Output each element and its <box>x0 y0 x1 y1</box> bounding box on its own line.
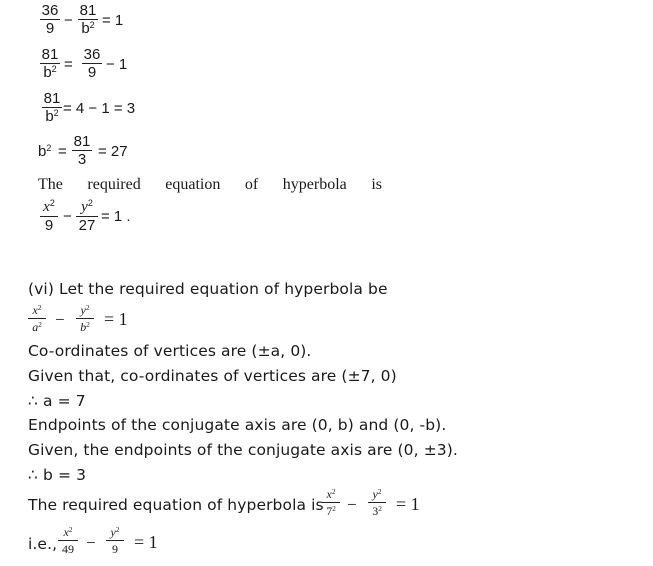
fraction-x-squared-over-9: $x^2$ 9 <box>40 199 58 233</box>
minus-sign: − <box>63 208 72 225</box>
fraction-y-squared-over-3-squared: $y^2$ $3^2$ <box>368 488 386 517</box>
required-equation-line: The required equation of hyperbola is <box>28 496 324 514</box>
equals-four-minus-one: = 4 − 1 = 3 <box>63 100 136 117</box>
b-value-line: ∴ b = 3 <box>28 466 87 484</box>
ie-label: i.e., <box>28 535 58 553</box>
equals-one: = 1 <box>102 12 124 29</box>
equals-27: = 27 <box>98 143 128 160</box>
equals-sign: = <box>58 143 67 160</box>
intro-line: (vi) Let the required equation of hyperbola be <box>28 280 388 298</box>
minus-sign: − <box>55 310 65 329</box>
fraction-81-over-3: 81 3 <box>73 133 91 168</box>
fraction-36-over-9: 36 9 <box>83 46 101 81</box>
minus-one: − 1 <box>106 56 128 73</box>
fraction-y-squared-over-9: $y^2$ 9 <box>106 526 124 555</box>
endpoints-given-line: Given, the endpoints of the conjugate axis are (0, ±3). <box>28 441 458 459</box>
endpoints-general-line: Endpoints of the conjugate axis are (0, b) and (0, -b). <box>28 416 447 434</box>
fraction-x-squared-over-7-squared: $x^2$ $7^2$ <box>322 488 340 517</box>
vertices-general-line: Co-ordinates of vertices are (±a, 0). <box>28 342 312 360</box>
minus-sign: − <box>86 533 96 552</box>
minus-sign: − <box>347 495 357 514</box>
fraction-81-over-b-squared: 81 $b^2$ <box>43 90 61 125</box>
fraction-36-over-9: 36 9 <box>41 2 59 37</box>
a-value-line: ∴ a = 7 <box>28 392 86 410</box>
equals-one: = 1 <box>396 494 420 514</box>
fraction-81-over-b-squared: 81 $b^2$ <box>79 2 97 37</box>
statement-required-equation: The required equation of hyperbola is <box>38 176 382 193</box>
fraction-x-squared-over-a-squared: $x^2$ $a^2$ <box>28 304 46 333</box>
fraction-x-squared-over-49: $x^2$ 49 <box>58 526 78 555</box>
equals-one: = 1 <box>104 309 128 329</box>
fraction-81-over-b-squared: 81 $b^2$ <box>41 46 59 81</box>
equals-sign: = <box>64 56 73 73</box>
fraction-y-squared-over-27: $y^2$ 27 <box>76 199 98 233</box>
equals-one: = 1 <box>134 532 158 552</box>
vertices-given-line: Given that, co-ordinates of vertices are (±7, 0) <box>28 367 397 385</box>
equals-one: = 1 . <box>101 208 131 225</box>
b-squared: $b^2$ <box>38 143 52 160</box>
minus-sign: − <box>64 12 73 29</box>
fraction-y-squared-over-b-squared: $y^2$ $b^2$ <box>76 304 94 333</box>
